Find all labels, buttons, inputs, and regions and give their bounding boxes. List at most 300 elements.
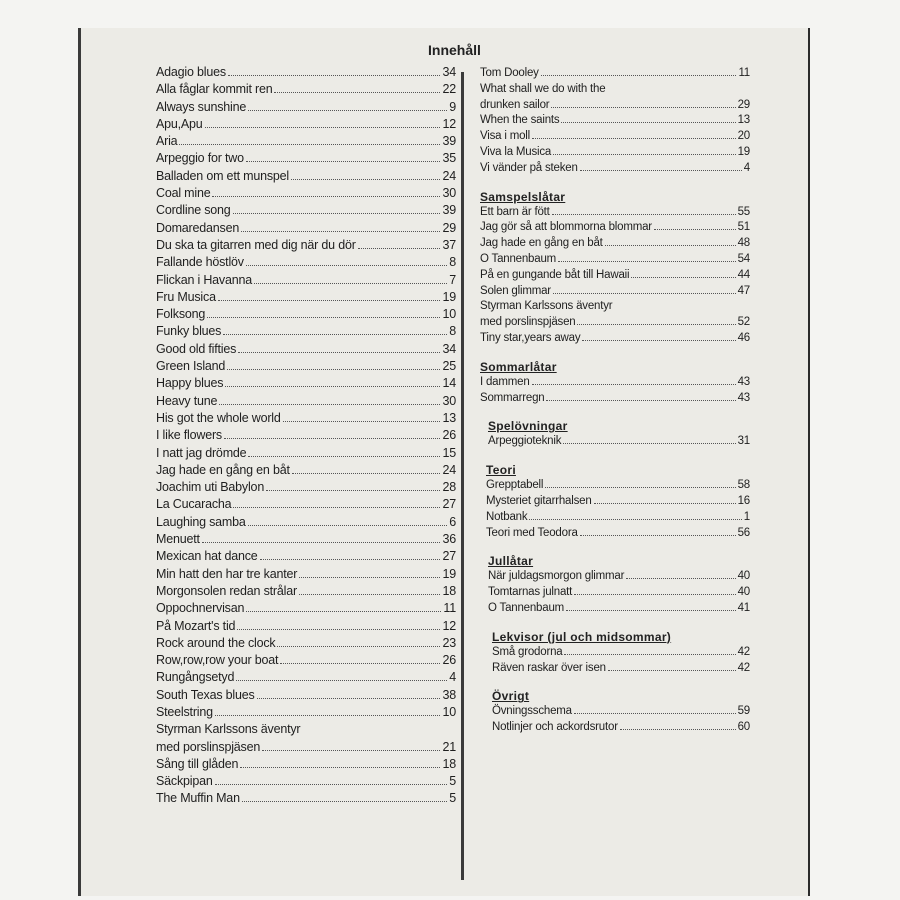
entry-title: Du ska ta gitarren med dig när du dör <box>156 237 356 252</box>
entry-page: 8 <box>449 324 456 339</box>
entry-page: 19 <box>737 145 750 158</box>
entry-title: Arpeggio for two <box>156 151 244 166</box>
leader-dots <box>246 611 441 612</box>
entry-title: Teori med Teodora <box>486 526 578 539</box>
leader-dots <box>553 293 736 294</box>
entry-page: 11 <box>738 67 750 79</box>
entry-title: Rock around the clock <box>156 635 276 650</box>
entry-title: Laughing samba <box>156 514 246 529</box>
leader-dots <box>564 654 735 655</box>
entry-title: I like flowers <box>156 428 222 443</box>
leader-dots <box>566 610 736 611</box>
entry-title: Steelstring <box>156 704 213 719</box>
left-entry-list <box>156 64 456 721</box>
entry-page: 42 <box>737 661 750 674</box>
entry-title: När juldagsmorgon glimmar <box>488 570 625 583</box>
toc-entry <box>480 145 750 161</box>
entry-page: 34 <box>442 65 456 79</box>
toc-entry <box>480 205 750 221</box>
entry-title: Visa i moll <box>480 130 530 143</box>
toc-entry <box>156 618 456 635</box>
leader-dots <box>608 670 736 671</box>
toc-entry <box>156 773 456 790</box>
leader-dots <box>574 594 735 595</box>
section-entry-list <box>480 331 750 347</box>
entry-title: Notlinjer och ackordsrutor <box>492 721 618 734</box>
leader-dots <box>202 542 441 543</box>
toc-entry <box>156 687 456 704</box>
leader-dots <box>532 384 736 385</box>
leader-dots <box>257 698 441 699</box>
leader-dots <box>233 507 440 508</box>
entry-page: 30 <box>442 393 456 408</box>
leader-dots <box>558 261 736 262</box>
entry-page: 13 <box>737 114 750 127</box>
toc-entry <box>156 669 456 686</box>
toc-entry <box>156 531 456 548</box>
section-heading: Sommarlåtar <box>480 359 557 374</box>
toc-entry <box>488 585 750 601</box>
entry-page: 40 <box>737 586 750 599</box>
leader-dots <box>218 300 441 301</box>
leader-dots <box>246 265 447 266</box>
toc-entry <box>480 331 750 347</box>
leader-dots <box>241 231 440 232</box>
leader-dots <box>262 750 440 751</box>
entry-page: 11 <box>443 601 456 616</box>
entry-title: Aria <box>156 134 178 149</box>
entry-title: Arpeggioteknik <box>488 435 562 448</box>
page-title: Innehåll <box>428 42 481 58</box>
entry-title: Always sunshine <box>156 99 247 114</box>
entry-page: 47 <box>737 284 750 297</box>
toc-entry <box>156 393 456 410</box>
section-entry-list <box>492 704 750 736</box>
entry-title-line: Styrman Karlssons äventyr <box>156 722 301 737</box>
toc-entry <box>156 168 456 185</box>
entry-page: 27 <box>442 549 456 564</box>
leader-dots <box>541 75 737 76</box>
toc-entry <box>156 583 456 600</box>
entry-title: Sommarregn <box>480 391 545 404</box>
section-entry-list <box>480 375 750 407</box>
entry-title: South Texas blues <box>156 687 255 702</box>
toc-entry <box>156 185 456 202</box>
entry-page: 25 <box>442 359 456 374</box>
toc-entry <box>156 133 456 150</box>
entry-page: 35 <box>442 151 456 166</box>
leader-dots <box>553 154 735 155</box>
entry-page: 34 <box>442 341 456 356</box>
entry-page: 13 <box>442 410 456 425</box>
entry-page: 12 <box>442 116 456 131</box>
left-tail-list <box>156 756 456 808</box>
section-heading: Samspelslåtar <box>480 189 566 204</box>
entry-page: 29 <box>737 98 750 111</box>
leader-dots <box>582 340 735 341</box>
entry-title: Cordline song <box>156 203 231 218</box>
entry-page: 21 <box>442 739 456 754</box>
toc-entry <box>486 478 750 494</box>
entry-page: 43 <box>737 375 750 388</box>
entry-title: La Cucaracha <box>156 497 232 512</box>
toc-entry <box>156 635 456 652</box>
entry-page: 48 <box>737 237 750 250</box>
entry-page: 38 <box>442 687 456 702</box>
styrman-entry <box>156 721 456 756</box>
toc-entry <box>156 479 456 496</box>
section-entry-list <box>486 478 750 541</box>
leader-dots <box>237 629 440 630</box>
entry-title: Övningsschema <box>492 705 572 718</box>
entry-title: Balladen om ett munspel <box>156 168 289 183</box>
entry-title: Adagio blues <box>156 65 226 79</box>
toc-entry <box>156 790 456 807</box>
entry-page: 26 <box>442 653 456 668</box>
section-lek <box>480 629 750 677</box>
entry-page: 9 <box>449 99 456 114</box>
entry-page: 7 <box>449 272 456 287</box>
toc-entry <box>480 236 750 252</box>
entry-page: 28 <box>442 480 456 495</box>
leader-dots <box>233 213 441 214</box>
leader-dots <box>552 214 736 215</box>
book-page <box>78 28 810 896</box>
leader-dots <box>219 404 440 405</box>
section-sommar <box>480 359 750 407</box>
entry-page: 23 <box>442 635 456 650</box>
toc-entry <box>156 462 456 479</box>
entry-title: Säckpipan <box>156 774 213 789</box>
entry-page: 56 <box>737 526 750 539</box>
toc-entry <box>156 254 456 271</box>
entry-page: 22 <box>442 82 456 97</box>
leader-dots <box>240 767 440 768</box>
entry-title: Tiny star,years away <box>480 331 581 344</box>
section-spel <box>480 418 750 450</box>
toc-entry <box>156 237 456 254</box>
entry-page: 31 <box>737 435 750 448</box>
toc-entry <box>156 306 456 323</box>
toc-entry <box>156 756 456 773</box>
leader-dots <box>358 248 441 249</box>
leader-dots <box>266 490 440 491</box>
entry-page: 40 <box>737 570 750 583</box>
entry-page: 54 <box>737 252 750 265</box>
entry-title-line: What shall we do with the <box>480 82 606 95</box>
entry-title: Min hatt den har tre kanter <box>156 566 298 581</box>
toc-entry <box>488 601 750 617</box>
entry-title: Row,row,row your boat <box>156 653 279 668</box>
leader-dots <box>551 107 735 108</box>
entry-page: 39 <box>442 134 456 149</box>
toc-entry <box>480 315 750 331</box>
toc-entry <box>156 375 456 392</box>
toc-entry <box>156 600 456 617</box>
leader-dots <box>574 713 736 714</box>
entry-page: 12 <box>442 618 456 633</box>
entry-title: Flickan i Havanna <box>156 272 252 287</box>
toc-entry <box>156 272 456 289</box>
entry-page: 5 <box>449 774 456 789</box>
section-heading: Övrigt <box>492 689 530 704</box>
entry-title: På en gungande båt till Hawaii <box>480 268 630 281</box>
leader-dots <box>248 525 448 526</box>
section-entry-list <box>488 434 750 450</box>
entry-title: Coal mine <box>156 186 211 201</box>
leader-dots <box>207 317 440 318</box>
section-teori <box>480 462 750 541</box>
entry-title: Notbank <box>486 510 528 523</box>
toc-entry <box>480 113 750 129</box>
toc-entry <box>492 661 750 677</box>
entry-page: 16 <box>737 494 750 507</box>
entry-page: 27 <box>442 497 456 512</box>
leader-dots <box>242 801 447 802</box>
entry-page: 26 <box>442 428 456 443</box>
section-heading: Lekvisor (jul och midsommar) <box>492 629 672 644</box>
entry-page: 20 <box>737 130 750 143</box>
entry-title: I natt jag drömde <box>156 445 247 460</box>
entry-page: 58 <box>737 479 750 492</box>
entry-page: 55 <box>737 205 750 218</box>
entry-title: Morgonsolen redan strålar <box>156 583 297 598</box>
entry-page: 60 <box>737 721 750 734</box>
entry-title: Sång till glåden <box>156 756 239 771</box>
entry-page: 43 <box>737 391 750 404</box>
entry-title: Alla fåglar kommit ren <box>156 82 273 97</box>
toc-entry <box>480 252 750 268</box>
entry-page: 59 <box>737 705 750 718</box>
entry-title: Folksong <box>156 307 206 322</box>
toc-entry <box>156 427 456 444</box>
entry-page: 18 <box>442 583 456 598</box>
toc-entry <box>156 64 456 81</box>
leader-dots <box>225 386 440 387</box>
toc-entry <box>156 704 456 721</box>
leader-dots <box>238 352 440 353</box>
leader-dots <box>236 680 447 681</box>
toc-entry <box>480 391 750 407</box>
entry-title: Räven raskar över isen <box>492 661 606 674</box>
entry-title: Joachim uti Babylon <box>156 480 265 495</box>
toc-entry <box>480 66 750 82</box>
leader-dots <box>248 456 440 457</box>
toc-entry <box>156 548 456 565</box>
entry-title: O Tannenbaum <box>480 252 557 265</box>
entry-title: Green Island <box>156 359 226 374</box>
leader-dots <box>626 578 735 579</box>
entry-title: Jag hade en gång en båt <box>156 462 290 477</box>
section-heading: Teori <box>486 463 516 478</box>
entry-title: med porslinspjäsen <box>156 739 261 754</box>
toc-entry <box>156 323 456 340</box>
toc-entry <box>156 410 456 427</box>
section-ovrigt <box>480 688 750 736</box>
leader-dots <box>248 110 447 111</box>
entry-page: 19 <box>442 289 456 304</box>
leader-dots <box>577 324 735 325</box>
section-heading: Spelövningar <box>488 419 568 434</box>
leader-dots <box>205 127 441 128</box>
entry-title: Jag gör så att blommorna blommar <box>480 221 652 234</box>
leader-dots <box>215 715 441 716</box>
toc-entry <box>480 161 750 177</box>
toc-entry <box>486 494 750 510</box>
entry-page: 4 <box>743 161 750 174</box>
leader-dots <box>545 487 735 488</box>
entry-page: 18 <box>442 756 456 771</box>
entry-title: med porslinspjäsen <box>480 316 576 329</box>
entry-page: 29 <box>442 220 456 235</box>
toc-entry <box>156 289 456 306</box>
toc-entry <box>156 566 456 583</box>
section-entry-list <box>480 205 750 300</box>
toc-entry <box>156 341 456 358</box>
toc-entry <box>492 704 750 720</box>
entry-title: Jag hade en gång en båt <box>480 237 603 250</box>
leader-dots <box>605 245 736 246</box>
toc-entry <box>486 510 750 526</box>
entry-title: Mysteriet gitarrhalsen <box>486 494 592 507</box>
toc-entry <box>492 645 750 661</box>
entry-title: The Muffin Man <box>156 791 240 806</box>
entry-title: Funky blues <box>156 324 222 339</box>
leader-dots <box>563 443 735 444</box>
entry-title-line: Styrman Karlssons äventyr <box>480 300 613 313</box>
entry-title: Fru Musica <box>156 289 216 304</box>
leader-dots <box>299 577 440 578</box>
leader-dots <box>254 283 447 284</box>
toc-entry <box>488 434 750 450</box>
leader-dots <box>561 122 735 123</box>
leader-dots <box>228 75 441 76</box>
entry-page: 39 <box>442 203 456 218</box>
entry-page: 8 <box>449 255 456 270</box>
entry-page: 5 <box>449 791 456 806</box>
entry-title: Fallande höstlöv <box>156 255 244 270</box>
entry-title: His got the whole world <box>156 410 281 425</box>
entry-title: Menuett <box>156 532 200 547</box>
leader-dots <box>631 277 735 278</box>
entry-title: Mexican hat dance <box>156 549 258 564</box>
toc-entry <box>480 284 750 300</box>
right-top-list <box>480 113 750 176</box>
entry-title: Heavy tune <box>156 393 218 408</box>
entry-title: Viva la Musica <box>480 145 552 158</box>
entry-title: drunken sailor <box>480 98 550 111</box>
column-divider <box>461 72 464 880</box>
entry-page: 6 <box>449 514 456 529</box>
section-samspel <box>480 189 750 347</box>
section-entry-list <box>492 645 750 677</box>
toc-entry <box>156 116 456 133</box>
entry-page: 15 <box>442 445 456 460</box>
entry-page: 44 <box>737 268 750 281</box>
leader-dots <box>580 535 736 536</box>
entry-page: 36 <box>442 532 456 547</box>
leader-dots <box>291 179 441 180</box>
right-column <box>480 66 750 736</box>
entry-page: 52 <box>737 316 750 329</box>
toc-entry <box>486 526 750 542</box>
leader-dots <box>223 334 447 335</box>
leader-dots <box>179 144 440 145</box>
entry-page: 10 <box>442 307 456 322</box>
entry-page: 30 <box>442 186 456 201</box>
entry-page: 1 <box>743 510 750 523</box>
leader-dots <box>246 161 441 162</box>
entry-title: Ett barn är fött <box>480 205 550 218</box>
leader-dots <box>654 229 736 230</box>
toc-entry <box>156 496 456 513</box>
entry-title: I dammen <box>480 375 530 388</box>
section-heading: Jullåtar <box>488 554 534 569</box>
toc-entry <box>480 375 750 391</box>
toc-entry <box>156 150 456 167</box>
entry-title: Tomtarnas julnatt <box>488 586 573 599</box>
entry-page: 42 <box>737 645 750 658</box>
toc-entry <box>492 720 750 736</box>
entry-title: På Mozart's tid <box>156 618 236 633</box>
entry-title: Domaredansen <box>156 220 240 235</box>
entry-page: 24 <box>442 462 456 477</box>
leader-dots <box>224 438 441 439</box>
entry-title: Rungångsetyd <box>156 670 235 685</box>
leader-dots <box>529 519 741 520</box>
entry-title: When the saints <box>480 114 560 127</box>
toc-entry <box>480 98 750 114</box>
entry-title: Solen glimmar <box>480 284 551 297</box>
leader-dots <box>283 421 441 422</box>
toc-entry <box>156 652 456 669</box>
section-entry-list <box>488 569 750 616</box>
entry-page: 14 <box>442 376 456 391</box>
entry-continuation <box>156 739 456 756</box>
toc-entry <box>480 220 750 236</box>
entry-page: 51 <box>737 221 750 234</box>
entry-page: 19 <box>442 566 456 581</box>
leader-dots <box>299 594 441 595</box>
entry-title: Apu,Apu <box>156 116 203 131</box>
entry-page: 10 <box>442 704 456 719</box>
entry-page: 46 <box>737 331 750 344</box>
toc-entry <box>156 358 456 375</box>
toc-entry <box>480 268 750 284</box>
toc-entry <box>488 569 750 585</box>
entry-title: Happy blues <box>156 376 224 391</box>
entry-title: Oppochnervisan <box>156 601 245 616</box>
leader-dots <box>260 559 441 560</box>
toc-entry <box>156 445 456 462</box>
entry-page: 24 <box>442 168 456 183</box>
leader-dots <box>620 729 736 730</box>
leader-dots <box>212 196 440 197</box>
entry-page: 37 <box>442 237 456 252</box>
entry-title: O Tannenbaum <box>488 601 565 614</box>
leader-dots <box>594 503 736 504</box>
leader-dots <box>580 170 742 171</box>
toc-entry <box>156 202 456 219</box>
entry-title: Små grodorna <box>492 645 563 658</box>
leader-dots <box>532 138 736 139</box>
entry-page: 4 <box>449 670 456 685</box>
toc-entry <box>156 514 456 531</box>
toc-entry <box>156 81 456 98</box>
toc-entry <box>156 99 456 116</box>
leader-dots <box>546 400 735 401</box>
toc-entry <box>480 129 750 145</box>
